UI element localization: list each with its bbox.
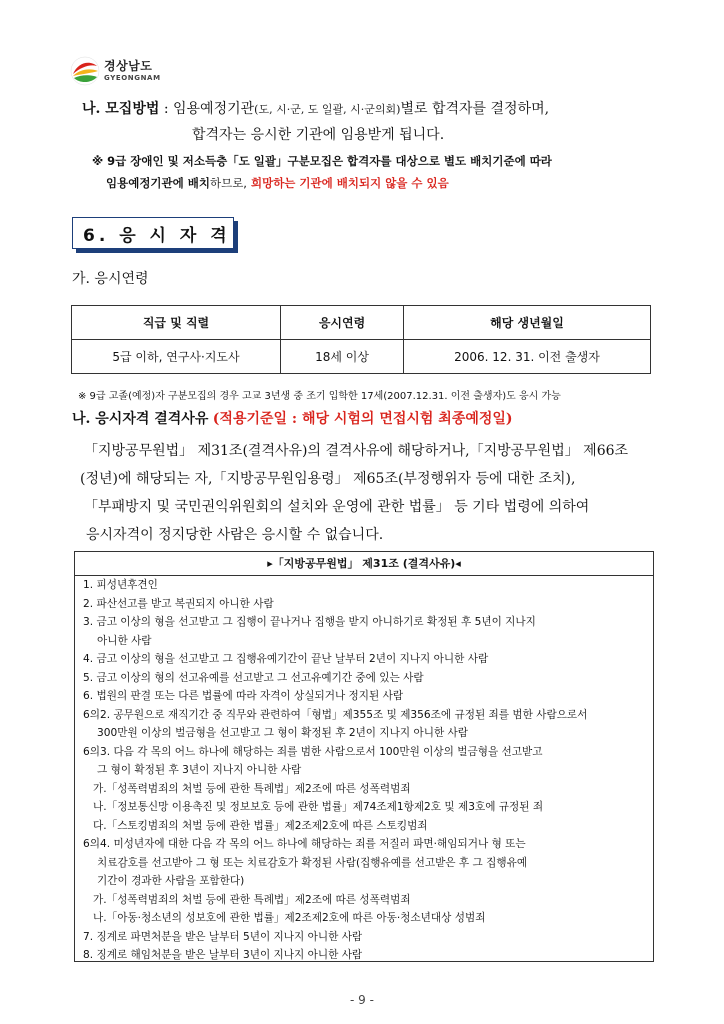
page-number: - 9 - [350, 993, 374, 1007]
recruit-text-paren: (도, 시·군, 도 일괄, 시·군의회) [254, 103, 401, 116]
table-cell: 18세 이상 [281, 340, 404, 374]
list-item: 7. 징계로 파면처분을 받은 날부터 5년이 지나지 아니한 사람 [83, 930, 363, 943]
disqualification-paragraph-line: (정년)에 해당되는 자,「지방공무원임용령」 제65조(부정행위자 등에 대한 조치), [80, 471, 576, 487]
list-item: 나.「아동·청소년의 성보호에 관한 법률」제2조제2호에 따른 아동·청소년대상 성범죄 [93, 912, 486, 924]
list-item: 6의2. 공무원으로 재직기간 중 직무와 관련하여「형법」제355조 및 제356조에 규정된 죄를 범한 사람으로서 [83, 708, 588, 721]
table-cell: 5급 이하, 연구사·지도사 [72, 340, 281, 374]
age-heading: 가. 응시연령 [72, 271, 149, 287]
list-item: 기간이 경과한 사람을 포함한다) [97, 875, 245, 887]
logo-text-korean: 경상남도 [104, 59, 153, 73]
disqualification-paragraph-line: 응시자격이 정지당한 사람은 응시할 수 없습니다. [86, 527, 384, 543]
list-item: 6의4. 미성년자에 대한 다음 각 목의 어느 하나에 해당하는 죄를 저질러 파면·해임되거나 형 또는 [83, 838, 526, 850]
age-table [71, 305, 651, 374]
disqualification-paragraph-line: 「지방공무원법」 제31조(결격사유)의 결격사유에 해당하거나,「지방공무원법」 제66조 [84, 443, 629, 459]
section-6-heading-box [72, 217, 234, 249]
list-item: 나.「정보통신망 이용촉진 및 정보보호 등에 관한 법률」제74조제1항제2호 및 제3호에 규정된 죄 [93, 801, 544, 813]
disqualification-paragraph-line: 「부패방지 및 국민권익위원회의 설치와 운영에 관한 법률」 등 기타 법령에 의하여 [84, 499, 590, 515]
recruit-method-line2: 합격자는 응시한 기관에 임용받게 됩니다. [192, 127, 445, 143]
list-item: 8. 징계로 해임처분을 받은 날부터 3년이 지나지 아니한 사람 [83, 949, 363, 961]
law-article-list [75, 576, 653, 962]
placement-note-bold: 임용예정기관에 배치 [106, 176, 210, 190]
placement-note-line1: ※ 9급 장애인 및 저소득층「도 일괄」구분모집은 합격자를 대상으로 별도 배치기준에 따라 [92, 154, 552, 168]
placement-note-line2 [106, 175, 449, 191]
list-item: 2. 파산선고를 받고 복권되지 아니한 사람 [83, 597, 274, 610]
list-item: 가.「성폭력범죄의 처벌 등에 관한 특례법」제2조에 따른 성폭력범죄 [93, 893, 411, 906]
list-item: 6의3. 다음 각 목의 어느 하나에 해당하는 죄를 범한 사람으로서 100만원 이상의 벌금형을 선고받고 [83, 745, 543, 758]
list-item: 300만원 이상의 벌금형을 선고받고 그 형이 확정된 후 2년이 지나지 아니한 사람 [97, 727, 469, 739]
list-item: 4. 금고 이상의 형을 선고받고 그 집행유예기간이 끝난 날부터 2년이 지나지 아니한 사람 [83, 653, 489, 665]
table-header-cell: 직급 및 직렬 [72, 306, 281, 340]
gyeongnam-logo [70, 52, 190, 92]
list-item: 1. 피성년후견인 [83, 579, 158, 591]
recruit-colon: : [163, 101, 169, 117]
section-6-title: 6. 응 시 자 격 [83, 226, 231, 246]
list-item: 그 형이 확정된 후 3년이 지나지 아니한 사람 [97, 764, 302, 776]
age-note: ※ 9급 고졸(예정)자 구분모집의 경우 고교 3년생 중 조기 입학한 17세(2007.12.31. 이전 출생자)도 응시 가능 [78, 391, 561, 402]
list-item: 가.「성폭력범죄의 처벌 등에 관한 특례법」제2조에 따른 성폭력범죄 [93, 782, 411, 795]
list-item: 치료감호를 선고받아 그 형 또는 치료감호가 확정된 사람(집행유예를 선고받은 후 그 집행유예 [97, 856, 528, 869]
disqualification-label: 나. 응시자격 결격사유 [72, 411, 209, 427]
table-cell: 2006. 12. 31. 이전 출생자 [404, 340, 651, 374]
list-item: 5. 금고 이상의 형의 선고유예를 선고받고 그 선고유예기간 중에 있는 사람 [83, 671, 424, 684]
table-header-cell: 해당 생년월일 [404, 306, 651, 340]
list-item: 다.「스토킹범죄의 처벌 등에 관한 법률」제2조제2호에 따른 스토킹범죄 [93, 819, 428, 832]
table-header-row [72, 306, 651, 340]
list-item: 3. 금고 이상의 형을 선고받고 그 집행이 끝나거나 집행을 받지 아니하기로 확정된 후 5년이 지나지 [83, 616, 536, 628]
recruit-text-b: 별로 합격자를 결정하며, [400, 101, 550, 117]
gyeongnam-emblem-icon [70, 56, 100, 86]
table-row [72, 340, 651, 374]
placement-note-normal: 하므로, [209, 176, 247, 190]
disqualification-basis-date: (적용기준일 : 해당 시험의 면접시험 최종예정일) [212, 411, 513, 427]
list-item: 아니한 사람 [97, 634, 152, 647]
list-item: 6. 법원의 판결 또는 다른 법률에 따라 자격이 상실되거나 정지된 사람 [83, 690, 404, 702]
disqualification-heading [72, 408, 513, 428]
table-header-cell: 응시연령 [281, 306, 404, 340]
logo-text-english: GYEONGNAM [104, 74, 161, 82]
recruit-text-a: 임용예정기관 [173, 101, 255, 117]
law-article-title: ▸「지방공무원법」 제31조 (결격사유)◂ [75, 552, 653, 576]
placement-note-warning: 희망하는 기관에 배치되지 않을 수 있음 [250, 176, 449, 190]
law-article-box [74, 551, 654, 962]
recruit-method-line [82, 98, 549, 118]
recruit-method-label: 나. 모집방법 [82, 101, 160, 117]
